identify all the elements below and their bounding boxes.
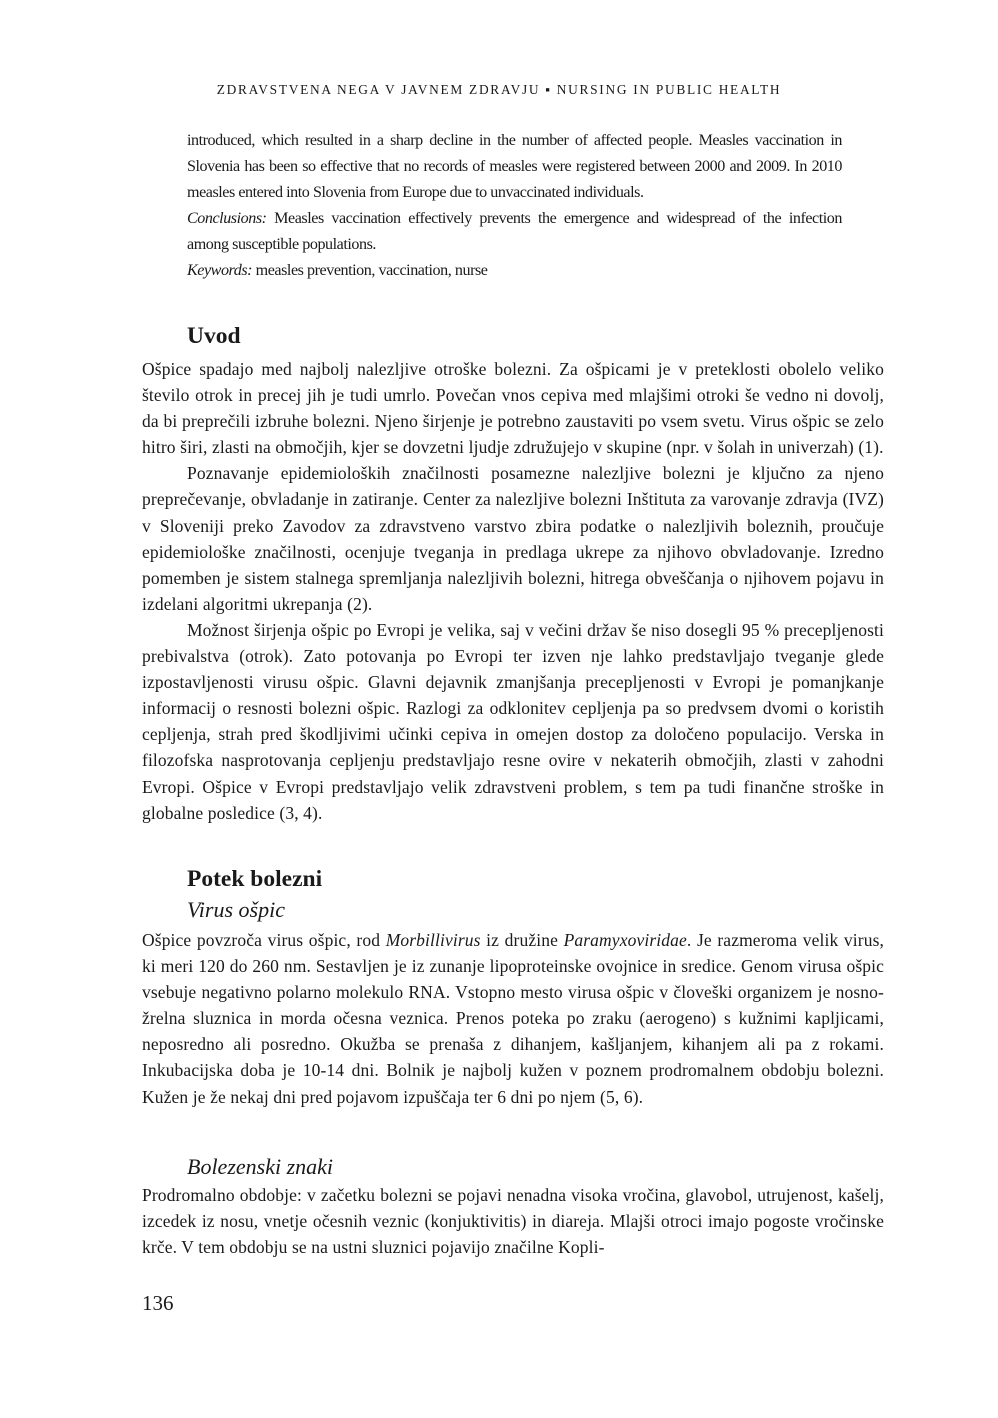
- subsection-heading-virus-ospic: Virus ošpic: [187, 897, 285, 922]
- page-number: 136: [142, 1291, 174, 1315]
- conclusions-label: Conclusions:: [187, 210, 267, 227]
- section-body-uvod: [142, 356, 884, 826]
- paragraph: Poznavanje epidemioloških značilnosti posamezne nalezljive bolezni je ključno za njeno preprečevanje, obvladanje in zatiranje. Center za nalezljive bolezni Inštituta za varovanje zdravja (IVZ) v Sloveniji preko Zavodov za zdravstveno varstvo zbira podatke o nalezljivih boleznih, proučuje epidemiološke značilnosti, ocenjuje tveganja in predlaga ukrepe za njihovo obvladovanje. Izredno pomemben je sistem stalnega spremljanja nalezljivih bolezni, hitrega obveščanja o njihovem pojavu in izdelani algoritmi ukrepanja (2).: [142, 463, 884, 614]
- abstract-conclusions: [187, 206, 842, 258]
- paragraph: Možnost širjenja ošpic po Evropi je velika, saj v večini držav še niso dosegli 95 % precepljenosti prebivalstva (otrok). Zato potovanja po Evropi ter izven nje lahko predstavljajo tveganje glede izpostavljenosti virusu ošpic. Glavni dejavnik zmanjšanja precepljenosti v Evropi je pomanjkanje informacij o resnosti bolezni ošpic. Razlogi za odklonitev cepljenja pa so predvsem dvomi o koristih cepljenja, strah pred škodljivimi učinki cepiva in omejen dostop za določeno populacijo. Verska in filozofska nasprotovanja cepljenju predstavljajo resne ovire v nekaterih območjih, zlasti v zahodni Evropi. Ošpice v Evropi predstavljajo velik zdravstveni problem, s tem pa tudi finančne stroške in globalne posledice (3, 4).: [142, 619, 884, 823]
- paragraph: Prodromalno obdobje: v začetku bolezni se pojavi nenadna visoka vročina, glavobol, utrujenost, kašelj, izcedek iz nosu, vnetje očesnih veznic (konjuktivitis) in diareja. Mlajši otroci imajo pogoste vročinske krče. V tem obdobju se na ustni sluznici pojavijo značilne Kopli-: [142, 1185, 884, 1258]
- text-run: . Je razmeroma velik virus, ki meri 120 do 260 nm. Sestavljen je iz zunanje lipoproteinske ovojnice in sredice. Genom virusa ošpic vsebuje negativno polarno molekulo RNA. Vstopno mesto virusa ošpic v človeški organizem je nosno-žrelna sluznica in morda očesna veznica. Prenos poteka po zraku (aerogeno) s kužnimi kapljicami, neposredno ali posredno. Okužba se prenaša z dihanjem, kašljanjem, kihanjem ali pa z rokami. Inkubacijska doba je 10-14 dni. Bolnik je najbolj kužen v poznem prodromalnem obdobju bolezni. Kužen je že nekaj dni pred pojavom izpuščaja ter 6 dni po njem (5, 6).: [142, 930, 885, 1107]
- abstract-block: [187, 128, 842, 284]
- keywords-text: measles prevention, vaccination, nurse: [252, 262, 488, 279]
- running-header: ZDRAVSTVENA NEGA V JAVNEM ZDRAVJU ▪ NURSING IN PUBLIC HEALTH: [216, 82, 782, 97]
- subsection-body-virus: [142, 927, 884, 1110]
- subsection-heading-bolezenski-znaki: Bolezenski znaki: [187, 1154, 334, 1179]
- conclusions-text: Measles vaccination effectively prevents the emergence and widespread of the infection among susceptible populations.: [187, 210, 842, 253]
- section-heading-uvod: Uvod: [187, 323, 241, 349]
- text-run: Ošpice povzroča virus ošpic, rod: [142, 930, 386, 950]
- text-run: iz družine: [480, 930, 564, 950]
- keywords-label: Keywords:: [187, 262, 253, 279]
- abstract-keywords: [187, 258, 842, 284]
- section-heading-potek-bolezni: Potek bolezni: [187, 866, 323, 892]
- paragraph: Ošpice spadajo med najbolj nalezljive otroške bolezni. Za ošpicami je v preteklosti obolelo veliko število otrok in precej jih je tudi umrlo. Povečan vnos cepiva med mlajšimi otroki še vedno ni dovolj, da bi preprečili izbruhe bolezni. Njeno širjenje je potrebno zaustaviti po vsem svetu. Virus ošpic se zelo hitro širi, zlasti na območjih, kjer se dovzetni ljudje združujejo v skupine (npr. v šolah in univerzah) (1).: [142, 359, 884, 458]
- abstract-results-tail: introduced, which resulted in a sharp decline in the number of affected people. Measles vaccination in Slovenia has been so effective that no records of measles were registered between 2000 and 2009. In 2010 measles entered into Slovenia from Europe due to unvaccinated individuals.: [187, 132, 842, 201]
- genus-name: Morbillivirus: [385, 930, 481, 950]
- family-name: Paramyxoviridae: [563, 930, 687, 950]
- paragraph: [142, 927, 884, 1110]
- subsection-body-znaki: [142, 1182, 884, 1260]
